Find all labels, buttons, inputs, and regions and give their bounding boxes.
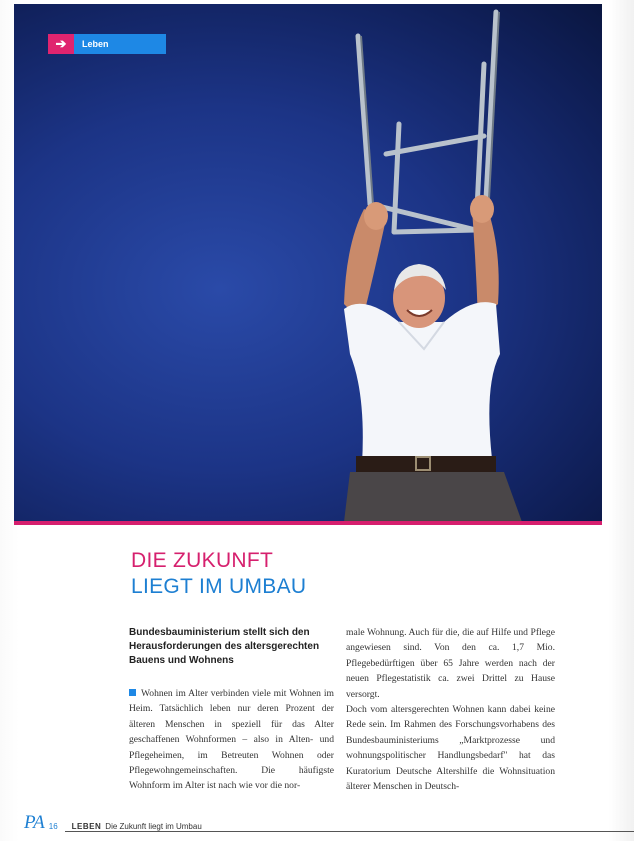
footer-section: LEBEN: [71, 822, 102, 831]
section-tag: [48, 34, 166, 54]
square-bullet-icon: [129, 689, 136, 696]
hero-bottom-rule: [14, 521, 602, 525]
page-number: 16: [48, 822, 58, 831]
headline-line-2: LIEGT IM UMBAU: [131, 575, 307, 598]
body-right-paragraph-1: male Wohnung. Auch für die, die auf Hilfe und Pflege angewiesen sind. Von den ca. 1,7 Mio. Pflegebedürftigen über 65 Jahre werden nach der neuen Pflegestatistik ca. zwei Drittel zu Hause versorgt.: [346, 627, 555, 700]
body-column-right: [346, 625, 555, 794]
body-left-text: Wohnen im Alter verbinden viele mit Wohnen im Heim. Tatsächlich leben nur deren Prozent der älteren Menschen in speziell für das Alter geschaffenen Wohnformen – also in Alten- und Pflegeheimen, im Betreuten Wohnen oder Pflegewohngemeinschaften. Die häufigste Wohnform im Alter ist nach wie vor die nor-: [129, 688, 334, 792]
body-right-paragraph-2: Doch vom altersgerechten Wohnen kann dabei keine Rede sein. Im Rahmen des Forschungsvorhabens des Bundesbauministeriums „Marktprozesse und wohnungspolitischer Handlungsbedarf" hat das Kuratorium Deutsche Altershilfe die Wohnsituation älterer Menschen in Deutsch-: [346, 704, 555, 793]
footer-title: Die Zukunft liegt im Umbau: [105, 822, 202, 831]
article-headline: [131, 548, 491, 600]
headline-line-1: DIE ZUKUNFT: [131, 549, 274, 572]
footer-rule: [65, 831, 634, 832]
section-tag-label: Leben: [74, 34, 166, 54]
arrow-right-icon: ➔: [48, 34, 74, 54]
hero-photo: [14, 4, 602, 522]
magazine-logo: PA: [24, 812, 45, 833]
photo-senior-lifting-walker: [14, 4, 602, 522]
article-deck: Bundesbauministerium stellt sich den Herausforderungen des altersgerechten Bauens und Wohnens: [129, 627, 320, 666]
body-column-left: [129, 686, 334, 794]
page-footer: [24, 812, 202, 833]
